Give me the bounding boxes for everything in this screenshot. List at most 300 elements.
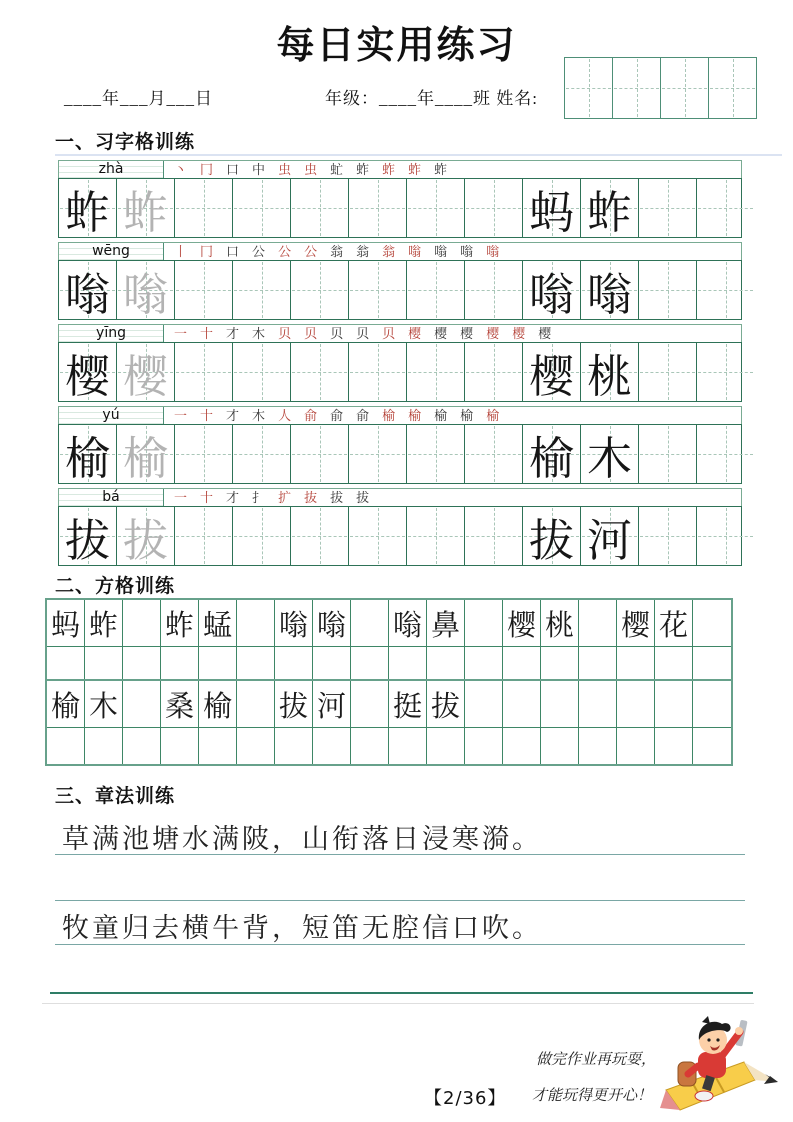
square-grid-cell: 桑	[161, 681, 199, 727]
practice-cell	[233, 179, 291, 237]
stroke-step: 榆	[382, 407, 396, 423]
square-grid-cell	[579, 600, 617, 646]
practice-cell	[175, 179, 233, 237]
practice-cell	[59, 261, 117, 319]
square-grid-cell	[123, 728, 161, 764]
stroke-step: 榆	[460, 407, 474, 423]
practice-character	[407, 179, 464, 237]
practice-cell	[175, 343, 233, 401]
square-grid-cell	[275, 728, 313, 764]
stroke-step: 榆	[408, 407, 422, 423]
practice-character	[465, 261, 522, 319]
grade-name-blanks: 年级：____年____班 姓名:	[325, 89, 538, 108]
practice-character	[349, 261, 406, 319]
practice-cell	[639, 425, 697, 483]
practice-character	[697, 179, 754, 237]
practice-character	[639, 507, 696, 565]
practice-cell	[639, 261, 697, 319]
practice-character	[291, 261, 348, 319]
stroke-step: 中	[252, 161, 266, 177]
practice-character	[175, 425, 232, 483]
square-grid-cell: 鼻	[427, 600, 465, 646]
square-grid-cell	[123, 681, 161, 727]
practice-cell	[697, 425, 754, 483]
stroke-step: 口	[226, 243, 240, 259]
practice-cell	[697, 179, 754, 237]
square-grid-row	[47, 681, 731, 728]
practice-character	[233, 261, 290, 319]
square-grid-cell: 蚱	[85, 600, 123, 646]
stroke-step: 樱	[460, 325, 474, 341]
practice-cell	[291, 343, 349, 401]
practice-cell	[233, 343, 291, 401]
practice-character	[465, 425, 522, 483]
practice-cell	[59, 507, 117, 565]
faint-rule	[42, 1003, 754, 1004]
practice-character	[407, 425, 464, 483]
practice-character: 蚱	[586, 187, 632, 238]
square-grid-cell: 蚂	[47, 600, 85, 646]
stroke-step: 蚱	[434, 161, 448, 177]
square-grid-cell: 樱	[503, 600, 541, 646]
square-grid-cell	[617, 728, 655, 764]
practice-block	[58, 242, 742, 320]
stroke-step: 贝	[304, 325, 318, 341]
practice-character: 嗡	[586, 269, 632, 320]
square-grid-cell	[693, 600, 731, 646]
practice-cell	[465, 425, 523, 483]
practice-character	[349, 343, 406, 401]
name-grid-cell	[565, 58, 613, 118]
character-cells-row	[58, 424, 742, 484]
square-grid-cell: 河	[313, 681, 351, 727]
practice-rows	[58, 160, 742, 570]
practice-character: 桃	[586, 351, 632, 402]
practice-character	[175, 261, 232, 319]
practice-character	[349, 179, 406, 237]
practice-cell	[407, 179, 465, 237]
section3-heading: 三、章法训练	[55, 786, 176, 807]
square-grid-cell	[351, 728, 389, 764]
square-grid-cell: 嗡	[313, 600, 351, 646]
stroke-step: 蚱	[382, 161, 396, 177]
stroke-step: 嗡	[434, 243, 448, 259]
practice-character	[639, 425, 696, 483]
practice-character	[639, 261, 696, 319]
stroke-step: 嗡	[408, 243, 422, 259]
practice-character	[233, 343, 290, 401]
stroke-step: 十	[200, 325, 214, 341]
practice-character: 拔	[64, 515, 110, 566]
square-grid-cell	[579, 647, 617, 679]
practice-cell	[523, 507, 581, 565]
square-grid-cell: 拔	[275, 681, 313, 727]
practice-character	[291, 179, 348, 237]
practice-character	[175, 343, 232, 401]
practice-cell	[117, 425, 175, 483]
practice-cell	[117, 179, 175, 237]
stroke-step: 一	[174, 325, 188, 341]
pinyin-label: yú	[59, 407, 164, 424]
practice-character	[465, 507, 522, 565]
practice-character: 樱	[64, 351, 110, 402]
stroke-step: 嗡	[460, 243, 474, 259]
practice-cell	[523, 179, 581, 237]
square-grid-cell	[161, 647, 199, 679]
stroke-step: 樱	[538, 325, 552, 341]
practice-cell	[291, 425, 349, 483]
square-grid-row	[47, 647, 731, 681]
practice-character: 榆	[528, 433, 574, 484]
practice-character: 木	[586, 433, 632, 484]
practice-block	[58, 324, 742, 402]
practice-character	[407, 261, 464, 319]
stroke-step: 公	[278, 243, 292, 259]
square-grid	[45, 598, 733, 766]
practice-cell	[291, 507, 349, 565]
poem-line-2: 牧童归去横牛背，短笛无腔信口吹。	[62, 913, 542, 943]
practice-cell	[233, 425, 291, 483]
pinyin-label: bá	[59, 489, 164, 506]
square-grid-cell	[123, 647, 161, 679]
practice-character: 榆	[122, 433, 168, 484]
section2-heading: 二、方格训练	[55, 576, 176, 597]
practice-character: 河	[586, 515, 632, 566]
practice-character: 蚱	[64, 187, 110, 238]
mascot-caption-line2: 才能玩得更开心！	[531, 1088, 652, 1104]
practice-cell	[639, 179, 697, 237]
stroke-step: 一	[174, 489, 188, 505]
square-grid-cell	[503, 681, 541, 727]
square-grid-cell	[237, 728, 275, 764]
name-grid-cell	[709, 58, 756, 118]
square-grid-cell	[275, 647, 313, 679]
square-grid-cell	[237, 681, 275, 727]
square-grid-cell	[465, 681, 503, 727]
square-grid-cell	[503, 728, 541, 764]
practice-cell	[697, 343, 754, 401]
practice-character: 樱	[122, 351, 168, 402]
practice-cell	[349, 261, 407, 319]
practice-cell	[523, 425, 581, 483]
square-grid-cell	[237, 647, 275, 679]
practice-cell	[581, 343, 639, 401]
stroke-step: 十	[200, 407, 214, 423]
page-number: 【2/36】	[424, 1088, 507, 1109]
practice-character: 嗡	[528, 269, 574, 320]
practice-character	[175, 179, 232, 237]
square-grid-cell	[427, 728, 465, 764]
square-grid-cell	[389, 647, 427, 679]
practice-cell	[117, 507, 175, 565]
stroke-step: 蚱	[356, 161, 370, 177]
practice-character	[291, 425, 348, 483]
stroke-step: 才	[226, 407, 240, 423]
practice-cell	[175, 425, 233, 483]
square-grid-cell: 挺	[389, 681, 427, 727]
practice-cell	[581, 507, 639, 565]
practice-cell	[407, 343, 465, 401]
stroke-step: 一	[174, 407, 188, 423]
square-grid-cell	[617, 647, 655, 679]
stroke-order-sequence	[164, 489, 741, 506]
stroke-step: 翁	[356, 243, 370, 259]
square-grid-cell	[579, 728, 617, 764]
stroke-step: 丶	[174, 161, 188, 177]
name-grid-cell	[613, 58, 661, 118]
practice-character	[175, 507, 232, 565]
character-cells-row	[58, 178, 742, 238]
stroke-step: 扌	[252, 489, 266, 505]
character-cells-row	[58, 342, 742, 402]
practice-cell	[291, 179, 349, 237]
stroke-step: 人	[278, 407, 292, 423]
stroke-step: 贝	[330, 325, 344, 341]
poem-line-1: 草满池塘水满陂，山衔落日浸寒漪。	[62, 824, 542, 854]
square-grid-row	[47, 600, 731, 647]
stroke-step: 抜	[304, 489, 318, 505]
stroke-step: 虫	[304, 161, 318, 177]
stroke-step: 公	[304, 243, 318, 259]
stroke-step: 拔	[356, 489, 370, 505]
stroke-step: 十	[200, 489, 214, 505]
stroke-step: 扩	[278, 489, 292, 505]
stroke-step: 拔	[330, 489, 344, 505]
stroke-order-sequence	[164, 161, 741, 178]
practice-cell	[523, 261, 581, 319]
square-grid-cell	[123, 600, 161, 646]
stroke-order-sequence	[164, 407, 741, 424]
name-grid-cell	[661, 58, 709, 118]
practice-character	[349, 507, 406, 565]
stroke-step: 冂	[200, 161, 214, 177]
square-grid-cell	[655, 647, 693, 679]
practice-cell	[581, 425, 639, 483]
stroke-step: 俞	[356, 407, 370, 423]
square-grid-cell: 蜢	[199, 600, 237, 646]
practice-character	[697, 507, 754, 565]
practice-character	[407, 507, 464, 565]
stroke-step: 翁	[382, 243, 396, 259]
practice-cell	[407, 261, 465, 319]
square-grid-row	[47, 728, 731, 764]
stroke-step: 才	[226, 489, 240, 505]
practice-character	[233, 507, 290, 565]
character-cells-row	[58, 506, 742, 566]
stroke-step: 虫	[278, 161, 292, 177]
practice-character: 蚂	[528, 187, 574, 238]
practice-cell	[349, 425, 407, 483]
practice-cell	[175, 507, 233, 565]
section1-heading: 一、习字格训练	[55, 132, 196, 153]
practice-cell	[59, 179, 117, 237]
stroke-step: 翁	[330, 243, 344, 259]
practice-block	[58, 160, 742, 238]
square-grid-cell: 榆	[47, 681, 85, 727]
practice-character: 嗡	[64, 269, 110, 320]
square-grid-cell	[465, 600, 503, 646]
square-grid-cell: 拔	[427, 681, 465, 727]
page-title: 每日实用练习	[276, 25, 517, 67]
stroke-step: 才	[226, 325, 240, 341]
stroke-step: 丨	[174, 243, 188, 259]
practice-cell	[59, 425, 117, 483]
mascot-caption-line1: 做完作业再玩耍，	[535, 1052, 656, 1068]
stroke-step: 俞	[304, 407, 318, 423]
practice-cell	[581, 179, 639, 237]
writing-line	[55, 854, 745, 855]
practice-character	[291, 507, 348, 565]
practice-character	[465, 343, 522, 401]
practice-cell	[639, 343, 697, 401]
practice-cell	[407, 507, 465, 565]
practice-cell	[117, 261, 175, 319]
stroke-step: 榆	[486, 407, 500, 423]
stroke-step: 贝	[278, 325, 292, 341]
stroke-step: 樱	[408, 325, 422, 341]
square-grid-cell	[47, 647, 85, 679]
practice-block	[58, 406, 742, 484]
square-grid-cell	[351, 681, 389, 727]
stroke-step: 俞	[330, 407, 344, 423]
practice-cell	[697, 507, 754, 565]
practice-cell	[291, 261, 349, 319]
mascot-illustration	[652, 1016, 790, 1118]
practice-cell	[581, 261, 639, 319]
square-grid-cell	[85, 647, 123, 679]
square-grid-cell	[351, 600, 389, 646]
practice-character	[697, 343, 754, 401]
square-grid-cell	[199, 647, 237, 679]
square-grid-cell	[693, 728, 731, 764]
square-grid-cell	[85, 728, 123, 764]
character-cells-row	[58, 260, 742, 320]
square-grid-cell: 榆	[199, 681, 237, 727]
square-grid-cell	[427, 647, 465, 679]
square-grid-cell	[503, 647, 541, 679]
square-grid-cell	[655, 681, 693, 727]
practice-cell	[523, 343, 581, 401]
square-grid-cell: 樱	[617, 600, 655, 646]
practice-cell	[465, 343, 523, 401]
practice-cell	[639, 507, 697, 565]
square-grid-cell	[389, 728, 427, 764]
square-grid-cell	[655, 728, 693, 764]
square-grid-cell: 花	[655, 600, 693, 646]
practice-cell	[349, 343, 407, 401]
practice-cell	[233, 261, 291, 319]
writing-line	[55, 900, 745, 901]
pinyin-label: yīng	[59, 325, 164, 342]
square-grid-cell	[47, 728, 85, 764]
stroke-step: 口	[226, 161, 240, 177]
practice-character	[697, 261, 754, 319]
practice-cell	[465, 507, 523, 565]
stroke-step: 木	[252, 325, 266, 341]
date-blanks: ____年___月___日	[64, 89, 213, 108]
stroke-step: 樱	[512, 325, 526, 341]
section-end-rule	[50, 992, 753, 994]
stroke-step: 榆	[434, 407, 448, 423]
stroke-order-sequence	[164, 325, 741, 342]
stroke-step: 贝	[382, 325, 396, 341]
square-grid-cell: 木	[85, 681, 123, 727]
stroke-step: 冂	[200, 243, 214, 259]
pinyin-label: wēng	[59, 243, 164, 260]
practice-character: 蚱	[122, 187, 168, 238]
square-grid-cell: 桃	[541, 600, 579, 646]
square-grid-cell	[693, 647, 731, 679]
square-grid-cell	[313, 728, 351, 764]
practice-cell	[233, 507, 291, 565]
square-grid-cell: 嗡	[275, 600, 313, 646]
practice-cell	[59, 343, 117, 401]
stroke-step: 虻	[330, 161, 344, 177]
stroke-step: 贝	[356, 325, 370, 341]
square-grid-cell	[693, 681, 731, 727]
practice-character	[639, 179, 696, 237]
square-grid-cell	[541, 728, 579, 764]
square-grid-cell	[161, 728, 199, 764]
square-grid-cell: 蚱	[161, 600, 199, 646]
square-grid-cell	[465, 647, 503, 679]
practice-cell	[175, 261, 233, 319]
practice-cell	[697, 261, 754, 319]
stroke-step: 木	[252, 407, 266, 423]
practice-character: 嗡	[122, 269, 168, 320]
stroke-step: 嗡	[486, 243, 500, 259]
practice-character: 拔	[122, 515, 168, 566]
square-grid-cell	[465, 728, 503, 764]
practice-cell	[349, 179, 407, 237]
practice-character	[233, 179, 290, 237]
practice-cell	[117, 343, 175, 401]
square-grid-cell	[579, 681, 617, 727]
practice-cell	[349, 507, 407, 565]
practice-character	[697, 425, 754, 483]
square-grid-cell	[237, 600, 275, 646]
stroke-step: 樱	[434, 325, 448, 341]
practice-cell	[465, 261, 523, 319]
square-grid-cell	[351, 647, 389, 679]
practice-character	[349, 425, 406, 483]
square-grid-cell	[199, 728, 237, 764]
practice-character	[233, 425, 290, 483]
practice-character	[291, 343, 348, 401]
practice-character: 樱	[528, 351, 574, 402]
practice-character	[407, 343, 464, 401]
practice-character: 榆	[64, 433, 110, 484]
square-grid-cell	[313, 647, 351, 679]
practice-character: 拔	[528, 515, 574, 566]
name-writing-grid	[564, 57, 757, 119]
stroke-step: 蚱	[408, 161, 422, 177]
square-grid-cell: 嗡	[389, 600, 427, 646]
square-grid-cell	[541, 647, 579, 679]
square-grid-cell	[541, 681, 579, 727]
stroke-step: 樱	[486, 325, 500, 341]
pinyin-label: zhà	[59, 161, 164, 178]
practice-block	[58, 488, 742, 566]
stroke-order-sequence	[164, 243, 741, 260]
practice-character	[639, 343, 696, 401]
square-grid-cell	[617, 681, 655, 727]
practice-character	[465, 179, 522, 237]
heading-rule	[55, 154, 782, 156]
stroke-step: 公	[252, 243, 266, 259]
practice-cell	[407, 425, 465, 483]
writing-line	[55, 944, 745, 945]
